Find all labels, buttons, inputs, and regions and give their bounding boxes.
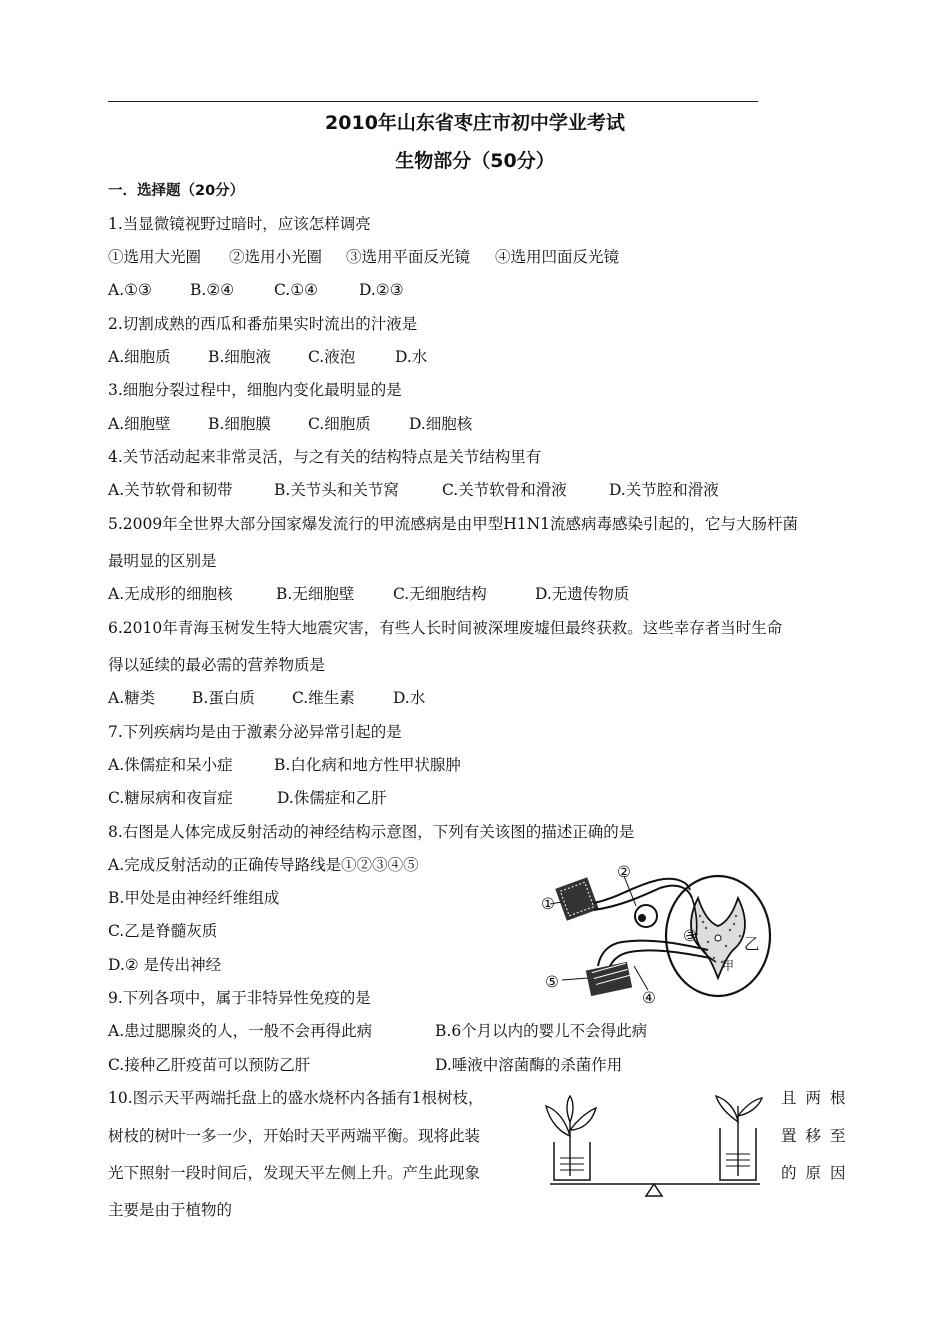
- q10-line3-right: 的原因: [781, 1164, 855, 1182]
- q8-option-b: B.甲处是由神经纤维组成: [108, 889, 280, 907]
- q6-stem-line1: 6.2010年青海玉树发生特大地震灾害，有些人长时间被深埋废墟但最终获救。这些幸存者当时生命: [108, 619, 783, 637]
- q4-option-c: C.关节软骨和滑液: [442, 481, 567, 499]
- figure-label-5: ⑤: [545, 973, 559, 991]
- q7-option-b: B.白化病和地方性甲状腺肿: [274, 756, 461, 774]
- q1-item-1: ①选用大光圈: [108, 248, 202, 266]
- q1-option-c: C.①④: [274, 281, 319, 299]
- q10-line4: 主要是由于植物的: [108, 1201, 233, 1219]
- q5-option-a: A.无成形的细胞核: [108, 585, 233, 603]
- q5-option-b: B.无细胞壁: [276, 585, 355, 603]
- figure-label-4: ④: [642, 989, 656, 1007]
- q8-option-c: C.乙是脊髓灰质: [108, 922, 218, 940]
- q7-option-d: D.侏儒症和乙肝: [277, 789, 387, 807]
- q6-stem-line2: 得以延续的最必需的营养物质是: [108, 656, 326, 674]
- q10-line2-right: 置移至: [781, 1127, 855, 1145]
- q1-stem: 1.当显微镜视野过暗时，应该怎样调亮: [108, 215, 371, 233]
- q1-option-b: B.②④: [190, 281, 235, 299]
- q8-option-d: D.② 是传出神经: [108, 956, 222, 974]
- q3-option-d: D.细胞核: [409, 415, 473, 433]
- q2-stem: 2.切割成熟的西瓜和番茄果实时流出的汁液是: [108, 315, 418, 333]
- q1-item-4: ④选用凹面反光镜: [495, 248, 620, 266]
- q4-option-d: D.关节腔和滑液: [609, 481, 719, 499]
- figure-label-3: ③: [683, 927, 697, 945]
- q5-option-d: D.无遗传物质: [535, 585, 630, 603]
- left-beaker: [554, 1142, 590, 1180]
- q9-stem: 9.下列各项中，属于非特异性免疫的是: [108, 989, 371, 1007]
- effector-block: [586, 962, 632, 996]
- q1-item-2: ②选用小光圈: [229, 248, 323, 266]
- q3-option-b: B.细胞膜: [208, 415, 271, 433]
- exam-subtitle: 生物部分（50分）: [395, 150, 555, 172]
- q10-line1-left: 10.图示天平两端托盘上的盛水烧杯内各插有1根树枝，: [108, 1089, 484, 1107]
- figure-label-2: ②: [617, 863, 631, 881]
- figure-label-yi: 乙: [744, 935, 760, 953]
- fulcrum: [646, 1184, 662, 1196]
- q4-option-a: A.关节软骨和韧带: [108, 481, 233, 499]
- q2-option-b: B.细胞液: [208, 348, 271, 366]
- receptor-block: [555, 877, 599, 921]
- q3-stem: 3.细胞分裂过程中，细胞内变化最明显的是: [108, 381, 402, 399]
- q4-option-b: B.关节头和关节窝: [274, 481, 399, 499]
- figure-label-jia: 甲: [722, 959, 735, 973]
- q2-option-d: D.水: [395, 348, 428, 366]
- q6-option-a: A.糖类: [108, 689, 156, 707]
- header-rule: [108, 101, 758, 102]
- q1-item-3: ③选用平面反光镜: [346, 248, 471, 266]
- q10-line2-left: 树枝的树叶一多一少，开始时天平两端平衡。现将此装: [108, 1127, 481, 1145]
- q2-option-c: C.液泡: [308, 348, 356, 366]
- q6-option-d: D.水: [393, 689, 426, 707]
- balance-figure: [540, 1092, 772, 1202]
- section-heading: 一．选择题（20分）: [108, 183, 245, 199]
- q3-option-c: C.细胞质: [308, 415, 371, 433]
- q7-option-c: C.糖尿病和夜盲症: [108, 789, 233, 807]
- q6-option-c: C.维生素: [292, 689, 355, 707]
- reflex-arc-figure: [538, 858, 778, 1018]
- q1-option-d: D.②③: [359, 281, 404, 299]
- q5-stem-line2: 最明显的区别是: [108, 552, 217, 570]
- q4-stem: 4.关节活动起来非常灵活，与之有关的结构特点是关节结构里有: [108, 448, 542, 466]
- right-branch: [716, 1096, 762, 1176]
- q8-stem: 8.右图是人体完成反射活动的神经结构示意图，下列有关该图的描述正确的是: [108, 823, 635, 841]
- exam-title: 2010年山东省枣庄市初中学业考试: [325, 112, 625, 134]
- q10-line3-left: 光下照射一段时间后，发现天平左侧上升。产生此现象: [108, 1164, 481, 1182]
- q9-option-d: D.唾液中溶菌酶的杀菌作用: [435, 1056, 623, 1074]
- q3-option-a: A.细胞壁: [108, 415, 171, 433]
- q7-option-a: A.侏儒症和呆小症: [108, 756, 233, 774]
- q9-option-a: A.患过腮腺炎的人，一般不会再得此病: [108, 1022, 373, 1040]
- figure-label-1: ①: [541, 895, 555, 913]
- q5-option-c: C.无细胞结构: [393, 585, 487, 603]
- q2-option-a: A.细胞质: [108, 348, 171, 366]
- q8-option-a: A.完成反射活动的正确传导路线是①②③④⑤: [108, 856, 419, 874]
- q1-option-a: A.①③: [108, 281, 152, 299]
- q9-option-b: B.6个月以内的婴儿不会得此病: [435, 1022, 648, 1040]
- q5-stem-line1: 5.2009年全世界大部分国家爆发流行的甲流感病是由甲型H1N1流感病毒感染引起的，它与大肠杆菌: [108, 515, 799, 533]
- ganglion: [635, 905, 657, 927]
- q9-option-c: C.接种乙肝疫苗可以预防乙肝: [108, 1056, 311, 1074]
- q7-stem: 7.下列疾病均是由于激素分泌异常引起的是: [108, 723, 402, 741]
- q10-line1-right: 且两根: [781, 1089, 855, 1107]
- q6-option-b: B.蛋白质: [192, 689, 255, 707]
